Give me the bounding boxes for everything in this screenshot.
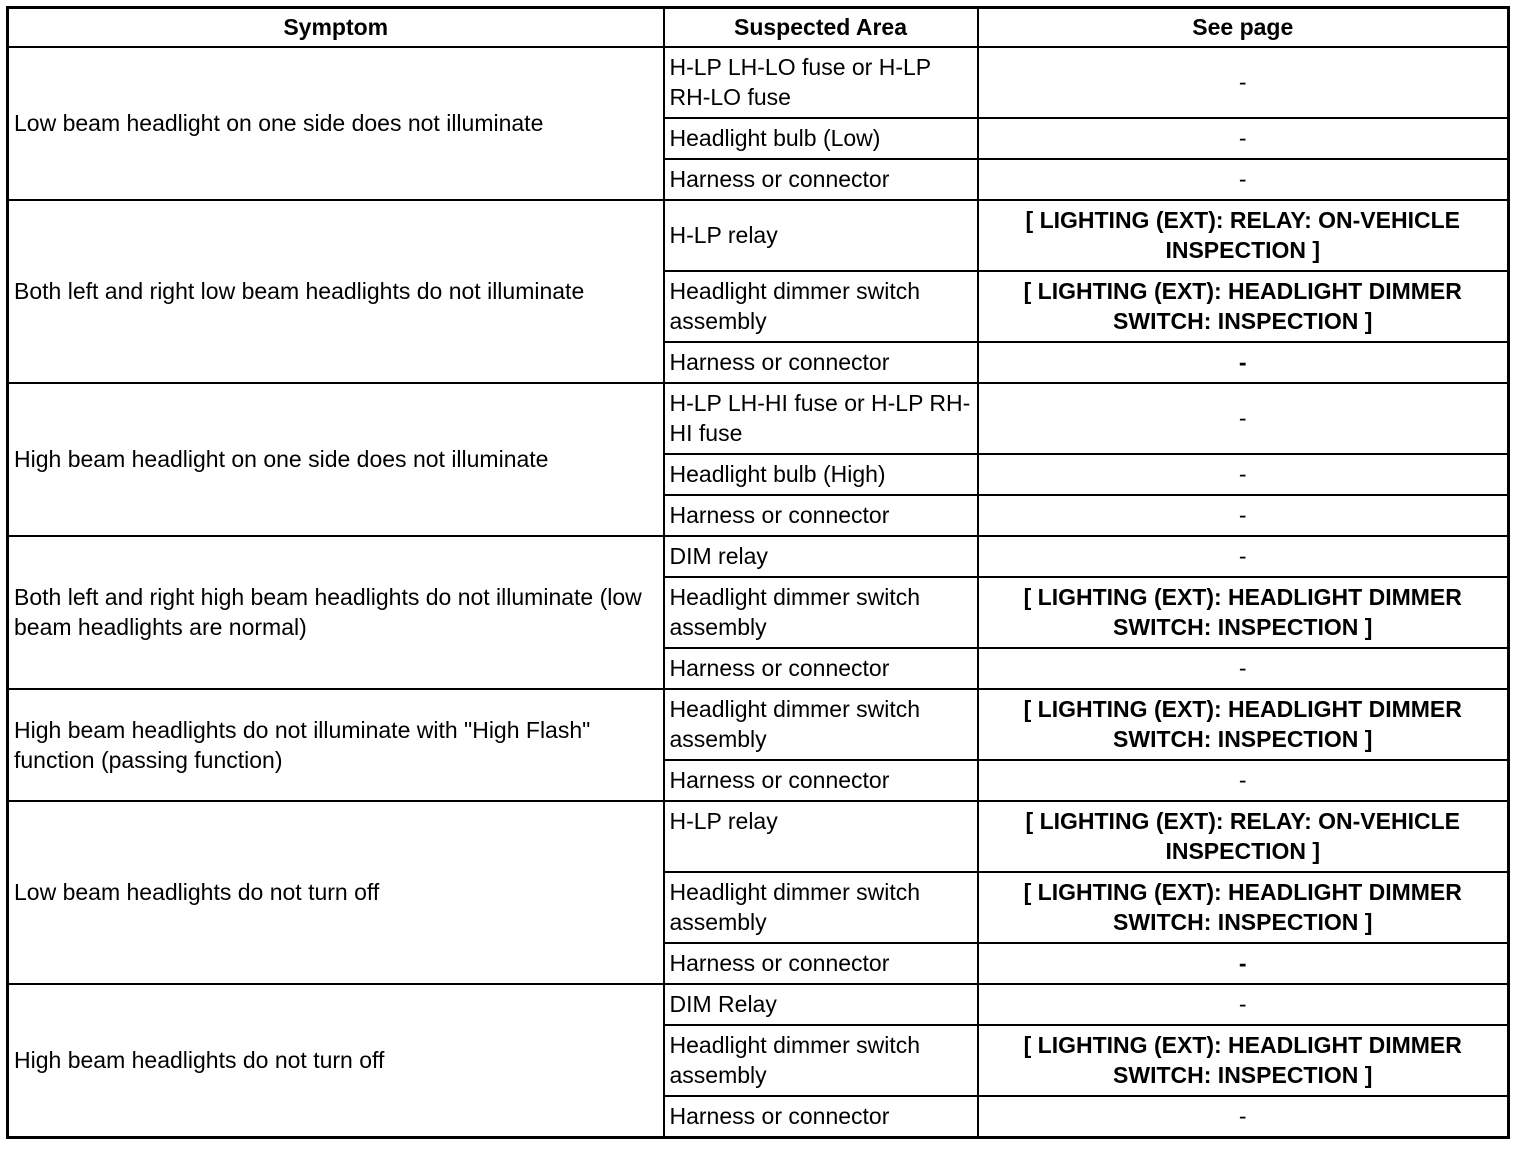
see-page-cell: - <box>978 118 1509 159</box>
see-page-cell: - <box>978 159 1509 200</box>
symptom-cell: High beam headlights do not illuminate with "High Flash" function (passing function) <box>8 689 664 801</box>
see-page-cell: - <box>978 943 1509 984</box>
see-page-cell: - <box>978 495 1509 536</box>
suspected-area-cell: Headlight bulb (Low) <box>664 118 978 159</box>
symptom-cell: Both left and right high beam headlights do not illuminate (low beam headlights are normal) <box>8 536 664 689</box>
suspected-area-cell: H-LP relay <box>664 801 978 872</box>
header-see-page: See page <box>978 8 1509 48</box>
suspected-area-cell: Harness or connector <box>664 495 978 536</box>
see-page-cell: - <box>978 454 1509 495</box>
suspected-area-cell: Headlight dimmer switch assembly <box>664 271 978 342</box>
suspected-area-cell: DIM Relay <box>664 984 978 1025</box>
suspected-area-cell: DIM relay <box>664 536 978 577</box>
see-page-cell: - <box>978 760 1509 801</box>
see-page-link[interactable]: [ LIGHTING (EXT): HEADLIGHT DIMMER SWITCH: INSPECTION ] <box>978 577 1509 648</box>
suspected-area-cell: H-LP relay <box>664 200 978 271</box>
troubleshooting-table <box>6 6 1510 1139</box>
symptom-cell: High beam headlight on one side does not illuminate <box>8 383 664 536</box>
table-row <box>8 536 1509 577</box>
suspected-area-cell: Headlight dimmer switch assembly <box>664 577 978 648</box>
see-page-link[interactable]: [ LIGHTING (EXT): HEADLIGHT DIMMER SWITCH: INSPECTION ] <box>978 1025 1509 1096</box>
suspected-area-cell: Harness or connector <box>664 943 978 984</box>
table-row <box>8 689 1509 760</box>
see-page-link[interactable]: [ LIGHTING (EXT): HEADLIGHT DIMMER SWITCH: INSPECTION ] <box>978 689 1509 760</box>
table-row <box>8 383 1509 454</box>
symptom-cell: Low beam headlight on one side does not illuminate <box>8 47 664 200</box>
suspected-area-cell: Headlight dimmer switch assembly <box>664 1025 978 1096</box>
header-row <box>8 8 1509 48</box>
suspected-area-cell: Harness or connector <box>664 760 978 801</box>
see-page-cell: - <box>978 342 1509 383</box>
table-row <box>8 801 1509 872</box>
see-page-cell: - <box>978 648 1509 689</box>
see-page-link[interactable]: [ LIGHTING (EXT): HEADLIGHT DIMMER SWITCH: INSPECTION ] <box>978 872 1509 943</box>
table-row <box>8 984 1509 1025</box>
suspected-area-cell: Headlight bulb (High) <box>664 454 978 495</box>
suspected-area-cell: Harness or connector <box>664 1096 978 1138</box>
see-page-cell: - <box>978 984 1509 1025</box>
see-page-link[interactable]: [ LIGHTING (EXT): RELAY: ON-VEHICLE INSPECTION ] <box>978 200 1509 271</box>
see-page-cell: - <box>978 383 1509 454</box>
suspected-area-cell: Harness or connector <box>664 648 978 689</box>
suspected-area-cell: Harness or connector <box>664 342 978 383</box>
see-page-cell: - <box>978 47 1509 118</box>
see-page-link[interactable]: [ LIGHTING (EXT): HEADLIGHT DIMMER SWITCH: INSPECTION ] <box>978 271 1509 342</box>
see-page-cell: - <box>978 1096 1509 1138</box>
see-page-cell: - <box>978 536 1509 577</box>
table-row <box>8 200 1509 271</box>
suspected-area-cell: H-LP LH-HI fuse or H-LP RH-HI fuse <box>664 383 978 454</box>
suspected-area-cell: H-LP LH-LO fuse or H-LP RH-LO fuse <box>664 47 978 118</box>
symptom-cell: Both left and right low beam headlights do not illuminate <box>8 200 664 383</box>
suspected-area-cell: Headlight dimmer switch assembly <box>664 689 978 760</box>
table-row <box>8 47 1509 118</box>
header-suspected-area: Suspected Area <box>664 8 978 48</box>
symptom-cell: Low beam headlights do not turn off <box>8 801 664 984</box>
see-page-link[interactable]: [ LIGHTING (EXT): RELAY: ON-VEHICLE INSPECTION ] <box>978 801 1509 872</box>
symptom-cell: High beam headlights do not turn off <box>8 984 664 1138</box>
suspected-area-cell: Headlight dimmer switch assembly <box>664 872 978 943</box>
header-symptom: Symptom <box>8 8 664 48</box>
suspected-area-cell: Harness or connector <box>664 159 978 200</box>
